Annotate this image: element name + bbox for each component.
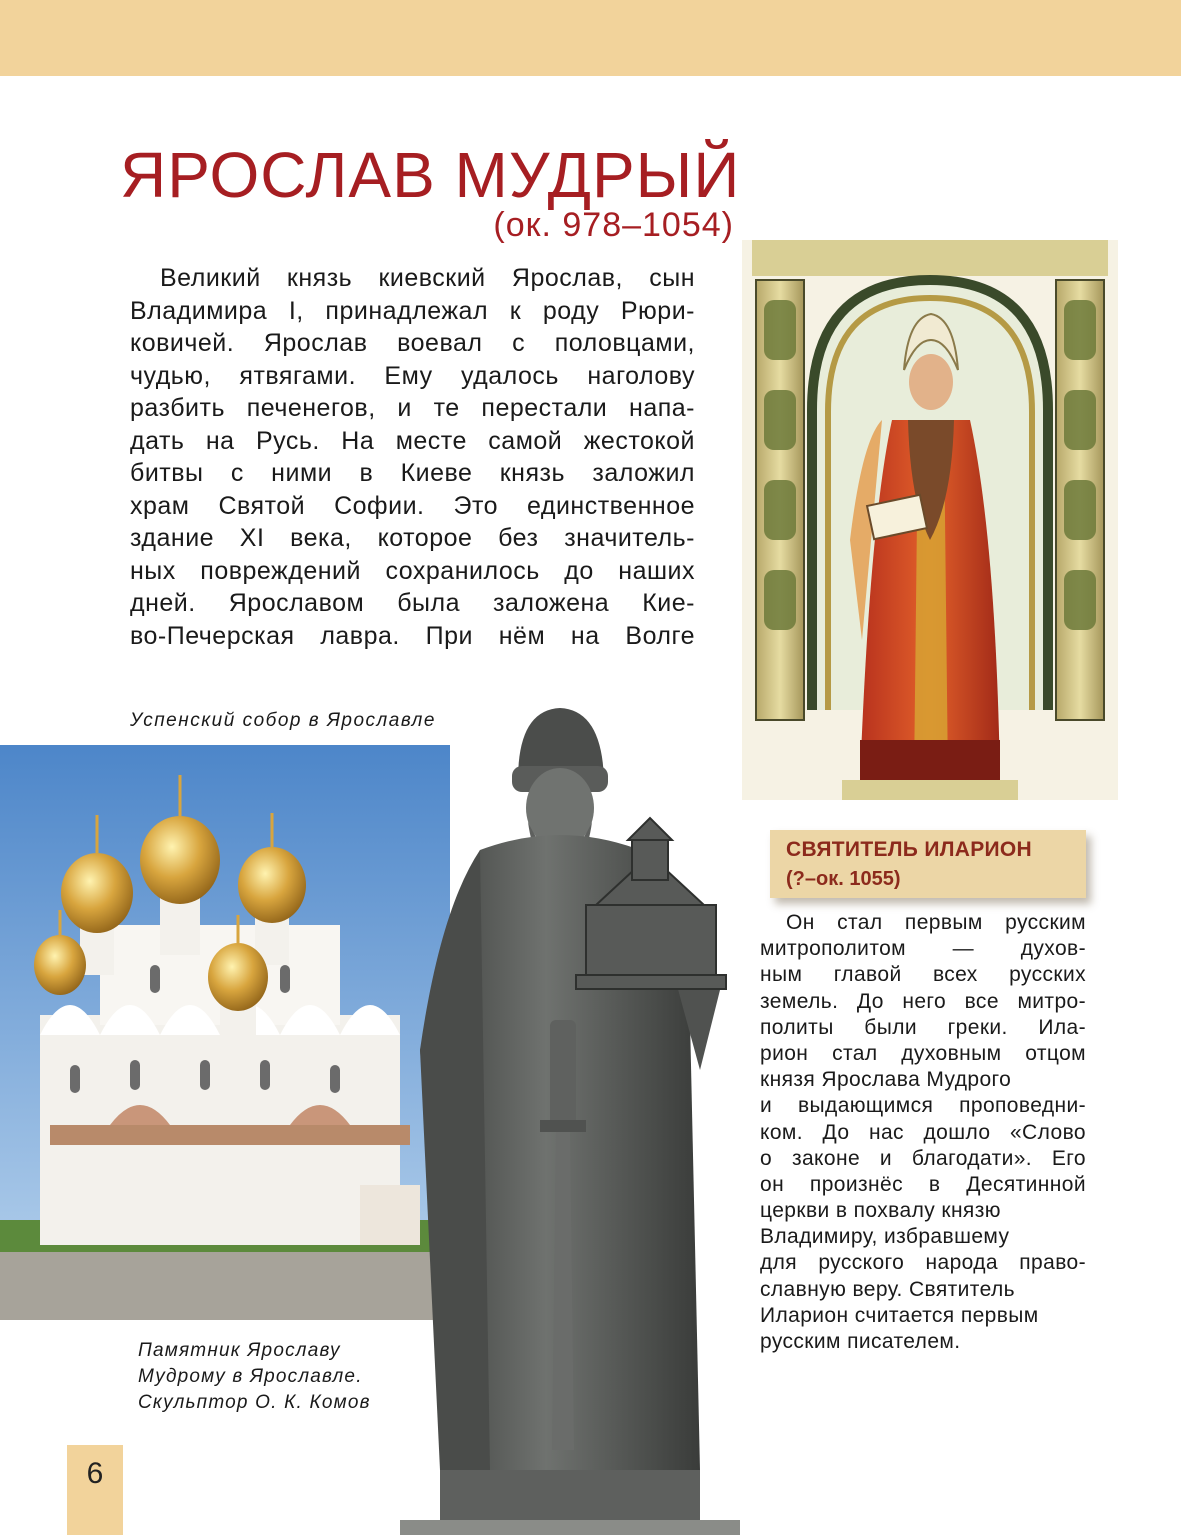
sidebar-text-line: ным главой всех русских [760,963,1086,987]
main-text-line: Великий князь киевский Ярослав, сын [160,264,695,292]
main-text-line: во-Печерская лавра. При нём на Волге [130,621,695,650]
sidebar-text-line: церкви в похвалу князю [760,1199,1001,1223]
sidebar-text-line: ком. До нас дошло «Слово [760,1120,1086,1144]
sidebar-header-box [770,830,1086,898]
sidebar-text-line: князя Ярослава Мудрого [760,1068,1012,1092]
sidebar-text-line: для русского народа право- [760,1251,1086,1275]
title-dates: (ок. 978–1054) [493,206,734,244]
main-text-line: ных повреждений сохранилось до наших [130,556,695,585]
sidebar-text-line: и выдающимся проповедни- [760,1094,1086,1118]
main-text-line: дней. Ярославом была заложена Кие- [130,589,695,617]
page-number: 6 [86,1457,104,1490]
statue-caption-line: Скульптор О. К. Комов [138,1392,371,1413]
sidebar-text-line: русским писателем. [760,1330,961,1353]
sidebar-text-line: он произнёс в Десятинной [760,1172,1086,1196]
sidebar-title: СВЯТИТЕЛЬ ИЛАРИОН [786,838,1033,861]
main-text-line: Владимира I, принадлежал к роду Рюри- [130,296,695,325]
sidebar-text-line: о законе и благодати». Его [760,1146,1086,1170]
sidebar-text-line: политы были греки. Ила- [760,1015,1086,1039]
sidebar-dates: (?–ок. 1055) [786,868,901,890]
statue-caption [138,1338,418,1416]
page-number-box [67,1445,123,1535]
main-text-line: ковичей. Ярослав воевал с половцами, [130,329,695,357]
main-text [130,262,695,652]
main-text-line: разбить печенегов, и те перестали напа- [130,394,695,422]
cathedral-photo [0,745,450,1320]
cathedral-caption: Успенский собор в Ярославле [130,710,436,731]
sidebar-text [760,910,1086,1355]
main-text-line: храм Святой Софии. Это единственное [130,491,695,520]
metropolitan-illustration [742,240,1118,800]
page-title: ЯРОСЛАВ МУДРЫЙ [120,139,741,211]
statue-caption-line: Памятник Ярославу [138,1340,341,1361]
statue-caption-line: Мудрому в Ярославле. [138,1366,363,1387]
main-text-line: здание XI века, которое без значитель- [130,524,695,552]
sidebar-text-line: славную веру. Святитель [760,1277,1015,1301]
sidebar-text-line: Он стал первым русским [786,911,1086,934]
main-text-line: битвы с ними в Киеве князь заложил [130,459,695,487]
main-text-line: дать на Русь. На месте самой жестокой [130,426,695,455]
sidebar-text-line: Иларион считается первым [760,1303,1039,1327]
top-color-band [0,0,1181,76]
statue-photo [400,690,740,1535]
sidebar-text-line: Владимиру, избравшему [760,1225,1010,1249]
sidebar-text-line: земель. До него все митро- [760,989,1086,1013]
sidebar-text-line: митрополитом — духов- [760,937,1086,961]
main-text-line: чудью, ятвягами. Ему удалось наголову [130,361,695,390]
sidebar-text-line: рион стал духовным отцом [760,1041,1086,1065]
